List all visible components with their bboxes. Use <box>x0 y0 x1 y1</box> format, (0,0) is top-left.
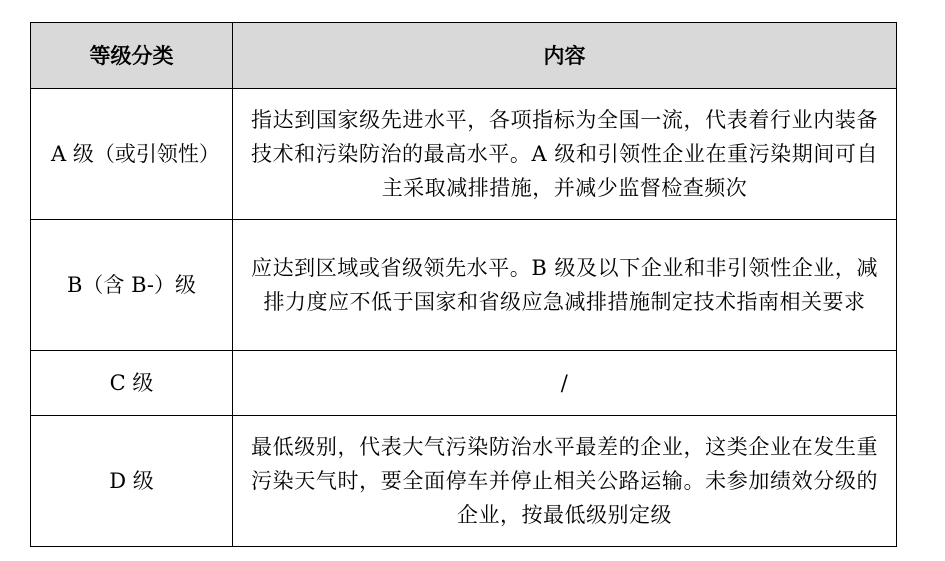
table-row <box>31 220 897 351</box>
content-cell: / <box>233 351 897 416</box>
table-row <box>31 351 897 416</box>
content-cell: 最低级别，代表大气污染防治水平最差的企业，这类企业在发生重污染天气时，要全面停车并停止相关公路运输。未参加绩效分级的企业，按最低级别定级 <box>233 416 897 547</box>
grade-cell: A 级（或引领性） <box>31 89 233 220</box>
grading-table-container <box>30 22 896 547</box>
grade-cell: C 级 <box>31 351 233 416</box>
table-header-row <box>31 23 897 89</box>
content-cell: 应达到区域或省级领先水平。B 级及以下企业和非引领性企业，减排力度应不低于国家和省级应急减排措施制定技术指南相关要求 <box>233 220 897 351</box>
grading-table <box>30 22 897 547</box>
header-content: 内容 <box>233 23 897 89</box>
header-grade: 等级分类 <box>31 23 233 89</box>
grade-cell: D 级 <box>31 416 233 547</box>
grade-cell: B（含 B-）级 <box>31 220 233 351</box>
table-row <box>31 89 897 220</box>
table-row <box>31 416 897 547</box>
content-cell: 指达到国家级先进水平，各项指标为全国一流，代表着行业内装备技术和污染防治的最高水平。A 级和引领性企业在重污染期间可自主采取减排措施，并减少监督检查频次 <box>233 89 897 220</box>
